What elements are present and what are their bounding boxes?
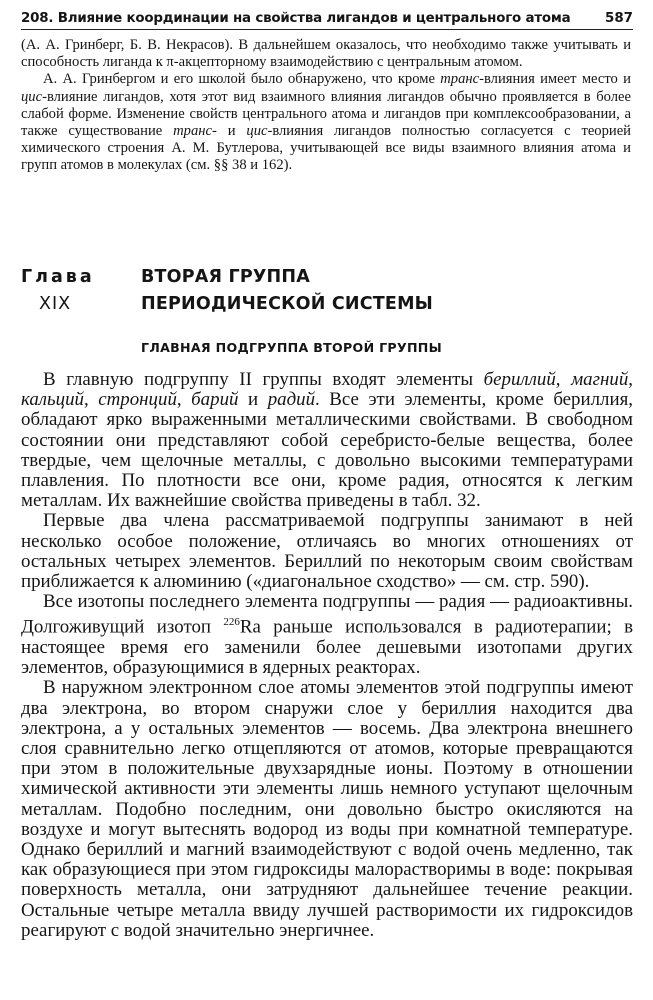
section-title: 208. Влияние координации на свойства лигандов и центрального атома <box>21 11 571 26</box>
body-paragraph-4: В наружном электронном слое атомы элементов этой подгруппы имеют два электрона, во втором снаружи слое у бериллия находится два электрона, а у остальных элементов — восемь. Два электрона внешнего слоя сравнительно легко отщепляются от атомов, которые превращаются при этом в положительные двухзарядные ионы. Поэтому в отношении химической активности эти элементы лишь немного уступают щелочным металлам. Подобно последним, они довольно быстро окисляются на воздухе и могут вытеснять водород из воды при комнатной температуре. Однако бериллий и магний взаимодействуют с водой очень медленно, так как образующиеся при этом гидроксиды малорастворимы в воде: покрывая поверхность металла, они затрудняют дальнейшее течение реакции. Остальные четыре металла ввиду лучшей растворимости их гидроксидов реагируют с водой значительно энергичнее. <box>21 677 633 941</box>
chapter-title-line-2: ПЕРИОДИЧЕСКОЙ СИСТЕМЫ <box>141 294 434 314</box>
text-run: раньше использовался в радиотерапии; в настоящее время его заменили более дешевыми изотопами других элементов, образующимися в ядерных реакторах. <box>21 616 634 679</box>
intro-paragraph-1: (А. А. Гринберг, Б. В. Некрасов). В дальнейшем оказалось, что необходимо также учитывать и способность лиганда к π-акцепторному взаимодействию с центральным атомом. <box>21 37 631 71</box>
text-run: , <box>628 369 633 390</box>
italic-term: транс <box>440 71 480 88</box>
text-run: А. А. Гринбергом и его школой было обнаружено, что кроме <box>43 71 441 88</box>
text-run: Все изотопы последнего элемента подгруппы — радия — радиоактивны. Долгоживущий изотоп <box>21 591 633 638</box>
isotope-mass-number: 226 <box>223 616 240 629</box>
chapter-word: Глава <box>21 267 95 287</box>
chapter-title <box>141 264 433 318</box>
italic-term: транс <box>173 123 212 140</box>
element-name: бериллий <box>483 369 556 390</box>
text-run: -влияние лигандов, хотя этот вид взаимного влияния лигандов обычно проявляется в более слабой форме. Изменение свойств центрального атома и лигандов при комплексообразовании, а также существование <box>21 88 631 140</box>
text-run: , <box>555 369 572 390</box>
intro-text <box>21 37 631 175</box>
element-name: барий <box>191 389 239 411</box>
element-name: магний <box>571 369 629 390</box>
page-number: 587 <box>605 11 633 26</box>
text-run: , <box>176 389 192 411</box>
isotope-symbol: Ra <box>239 616 261 638</box>
italic-term: цис <box>246 123 268 140</box>
chapter-title-line-1: ВТОРАЯ ГРУППА <box>141 267 310 287</box>
text-run: . Все эти элементы, кроме бериллия, обладают ярко выраженными металлическими свойствами. В свободном состоянии они представляют собой серебристо-белые вещества, более твердые, чем щелочные металлы, с довольно высокими температурами плавления. По плотности все они, кроме радия, относятся к легким металлам. Их важнейшие свойства приведены в табл. 32. <box>21 389 633 512</box>
subsection-heading: ГЛАВНАЯ ПОДГРУППА ВТОРОЙ ГРУППЫ <box>141 340 442 355</box>
chapter-number: XIX <box>39 294 72 314</box>
body-paragraph-3 <box>21 592 633 678</box>
body-text <box>21 370 633 941</box>
italic-term: цис <box>21 88 43 105</box>
text-run: - и <box>211 123 247 140</box>
element-name: кальций <box>21 389 84 411</box>
running-head <box>21 4 633 30</box>
text-run: -влияния имеет место и <box>479 71 631 88</box>
element-name: радий <box>267 389 316 411</box>
element-name: стронций <box>98 389 177 411</box>
text-run: В главную подгруппу II группы входят элементы <box>43 369 484 390</box>
text-run: , <box>83 389 99 411</box>
text-run: и <box>238 389 268 411</box>
chapter-label <box>21 264 121 318</box>
text-run: -влияния лигандов полностью согласуется с теорией химического строения А. М. Бутлерова, учитывающей все виды взаимного влияния атома и групп атомов в молекулах (см. §§ 38 и 162). <box>21 123 631 174</box>
chapter-heading <box>21 264 633 324</box>
body-paragraph-1 <box>21 370 633 511</box>
intro-paragraph-2 <box>21 71 631 174</box>
body-paragraph-2: Первые два члена рассматриваемой подгруппы занимают в ней несколько особое положение, отличаясь во многих отношениях от остальных четырех элементов. Бериллий по некоторым своим свойствам приближается к алюминию («диагональное сходство» — см. стр. 590). <box>21 510 633 593</box>
